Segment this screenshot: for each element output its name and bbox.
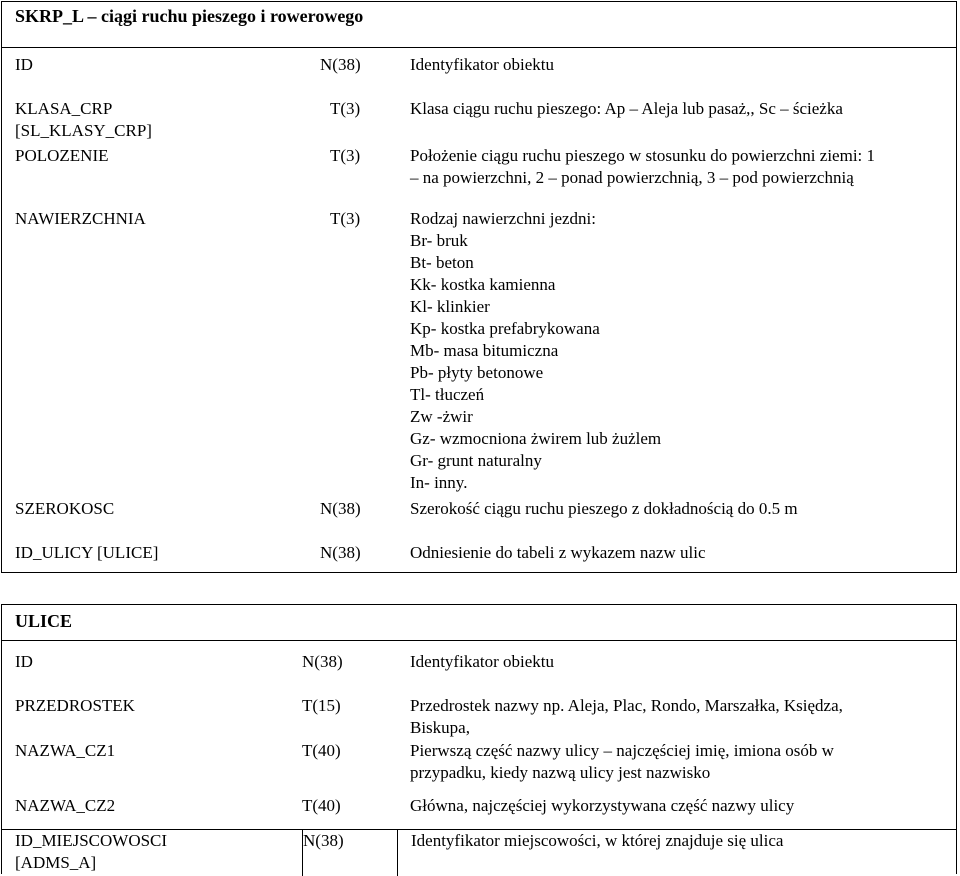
table-row bbox=[2, 651, 956, 691]
field-name: PRZEDROSTEK bbox=[15, 696, 135, 715]
field-name: ID_MIEJSCOWOSCI [ADMS_A] bbox=[15, 831, 168, 872]
field-description: Identyfikator obiektu bbox=[410, 55, 554, 74]
field-name: ID_ULICY [ULICE] bbox=[15, 543, 159, 562]
field-name: NAZWA_CZ2 bbox=[15, 796, 116, 815]
ulice-table bbox=[1, 604, 957, 874]
field-type: N(38) bbox=[320, 499, 361, 518]
field-name: NAZWA_CZ1 bbox=[15, 741, 116, 760]
field-description: Odniesienie do tabeli z wykazem nazw ulic bbox=[410, 543, 706, 562]
field-type: T(3) bbox=[330, 99, 361, 118]
field-description: Główna, najczęściej wykorzystywana część nazwy ulicy bbox=[410, 796, 795, 815]
field-description: Identyfikator miejscowości, w której znajduje się ulica bbox=[397, 830, 783, 876]
table-row bbox=[2, 829, 956, 876]
table-row bbox=[2, 145, 956, 193]
field-description: Rodzaj nawierzchni jezdni: Br- bruk Bt- beton Kk- kostka kamienna Kl- klinkier Kp- kostka prefabrykowana Mb- masa bitumiczna Pb- płyty betonowe Tl- tłuczeń Zw -żwir Gz- wzmocniona żwirem lub żużlem Gr- grunt naturalny In- inny. bbox=[410, 209, 662, 492]
table-row bbox=[2, 795, 956, 825]
field-type: T(40) bbox=[302, 741, 341, 760]
table-row bbox=[2, 98, 956, 142]
field-type: N(38) bbox=[320, 55, 361, 74]
field-description: Położenie ciągu ruchu pieszego w stosunku do powierzchni ziemi: 1 – na powierzchni, 2 – ponad powierzchnią, 3 – pod powierzchnią bbox=[410, 146, 876, 187]
field-type: T(15) bbox=[302, 696, 341, 715]
field-description: Pierwszą część nazwy ulicy – najczęściej imię, imiona osób w przypadku, kiedy nazwą ulicy jest nazwisko bbox=[410, 741, 834, 782]
table-row bbox=[2, 740, 956, 786]
field-type: N(38) bbox=[302, 830, 344, 876]
field-name: POLOZENIE bbox=[15, 146, 109, 165]
field-description: Identyfikator obiektu bbox=[410, 652, 554, 671]
field-name: ID bbox=[15, 55, 33, 74]
field-type: T(40) bbox=[302, 796, 341, 815]
skrp-table bbox=[1, 1, 957, 573]
field-name: KLASA_CRP [SL_KLASY_CRP] bbox=[15, 99, 152, 140]
field-type: N(38) bbox=[320, 543, 361, 562]
field-description: Szerokość ciągu ruchu pieszego z dokładnością do 0.5 m bbox=[410, 499, 798, 518]
field-name: NAWIERZCHNIA bbox=[15, 209, 146, 228]
table-row bbox=[2, 498, 956, 528]
field-type: T(3) bbox=[330, 146, 361, 165]
field-type: T(3) bbox=[330, 209, 361, 228]
field-type: N(38) bbox=[302, 652, 343, 671]
field-description: Przedrostek nazwy np. Aleja, Plac, Rondo, Marszałka, Księdza, Biskupa, bbox=[410, 696, 843, 737]
table-row bbox=[2, 208, 956, 496]
skrp-table-title: SKRP_L – ciągi ruchu pieszego i rowerowego bbox=[2, 2, 956, 48]
table-row bbox=[2, 542, 956, 570]
field-description: Klasa ciągu ruchu pieszego: Ap – Aleja lub pasaż,, Sc – ścieżka bbox=[410, 99, 843, 118]
ulice-table-title: ULICE bbox=[2, 605, 956, 641]
field-name: ID bbox=[15, 652, 33, 671]
table-row bbox=[2, 695, 956, 741]
field-name: SZEROKOSC bbox=[15, 499, 115, 518]
table-row bbox=[2, 54, 956, 94]
